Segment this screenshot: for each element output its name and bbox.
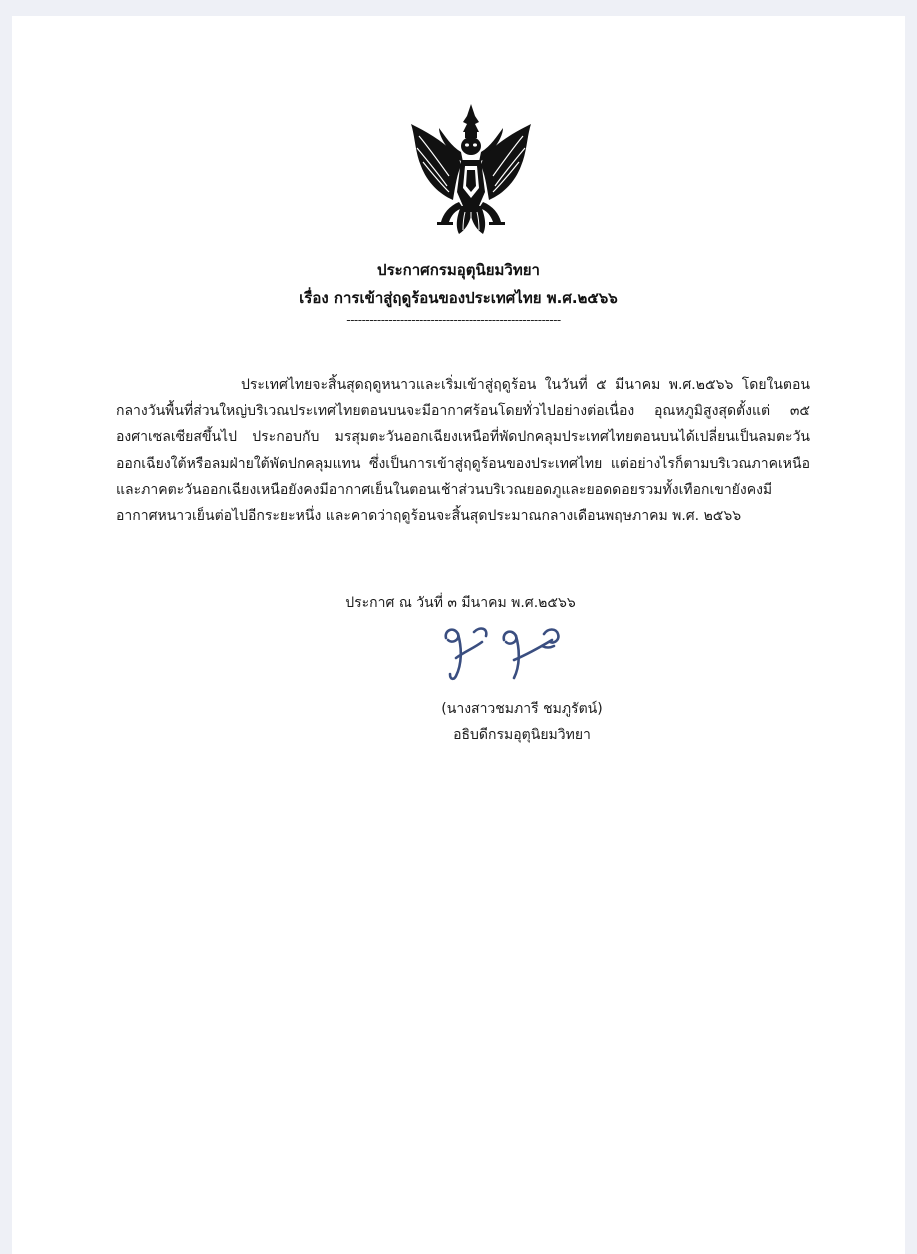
announcement-date: ประกาศ ณ วันที่ ๓ มีนาคม พ.ศ.๒๕๖๖ <box>345 595 576 611</box>
announcement-issuer: ประกาศกรมอุตุนิยมวิทยา <box>377 261 540 279</box>
heading-block <box>12 256 905 328</box>
handwritten-signature <box>432 618 572 688</box>
announcement-subject: เรื่อง การเข้าสู่ฤดูร้อนของประเทศไทย พ.ศ.๒๕๖๖ <box>299 289 618 307</box>
heading-divider: -------------------------------------------------------- <box>346 313 561 327</box>
signer-name: (นางสาวชมภารี ชมภูรัตน์) <box>441 701 603 717</box>
announcement-body: ประเทศไทยจะสิ้นสุดฤดูหนาวและเริ่มเข้าสู่ฤดูร้อน ในวันที่ ๕ มีนาคม พ.ศ.๒๕๖๖ โดยในตอนกลางวันพื้นที่ส่วนใหญ่บริเวณประเทศไทยตอนบนจะมีอากาศร้อนโดยทั่วไปอย่างต่อเนื่อง อุณหภูมิสูงสุดตั้งแต่ ๓๕ องศาเซลเซียสขึ้นไป ประกอบกับ มรสุมตะวันออกเฉียงเหนือที่พัดปกคลุมประเทศไทยตอนบนได้เปลี่ยนเป็นลมตะวันออกเฉียงใต้หรือลมฝ่ายใต้พัดปกคลุมแทน ซึ่งเป็นการเข้าสู่ฤดูร้อนของประเทศไทย แต่อย่างไรก็ตามบริเวณภาคเหนือและภาคตะวันออกเฉียงเหนือยังคงมีอากาศเย็นในตอนเช้าส่วนบริเวณยอดภูและยอดดอยรวมทั้งเทือกเขายังคงมีอากาศหนาวเย็นต่อไปอีกระยะหนึ่ง และคาดว่าฤดูร้อนจะสิ้นสุดประมาณกลางเดือนพฤษภาคม พ.ศ. ๒๕๖๖ <box>116 377 810 525</box>
signer-block <box>342 696 702 748</box>
document-page <box>12 16 905 1254</box>
signer-title: อธิบดีกรมอุตุนิยมวิทยา <box>453 727 591 743</box>
garuda-emblem-icon <box>405 102 537 236</box>
